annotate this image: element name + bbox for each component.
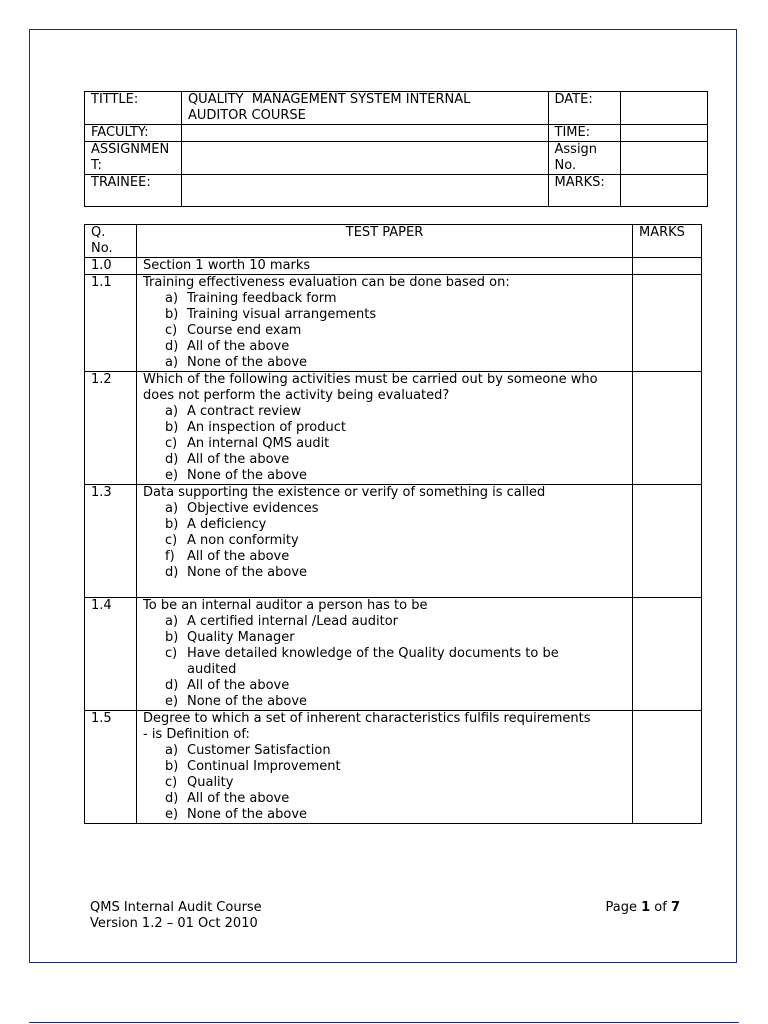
of-word: of: [654, 900, 667, 915]
question-body: [137, 598, 633, 711]
option-letter: d): [165, 452, 179, 467]
trainee-value[interactable]: [181, 175, 548, 207]
question-number: 1.5: [85, 711, 137, 824]
bottom-rule: [29, 1022, 739, 1023]
option-text: Quality: [187, 775, 234, 790]
option-letter: a): [165, 404, 179, 419]
option-list: [143, 501, 626, 581]
question-row: [85, 275, 702, 372]
option-item: [165, 468, 626, 484]
option-letter: a): [165, 355, 179, 370]
option-text: Training feedback form: [187, 291, 337, 306]
option-item: [165, 646, 626, 662]
option-letter: d): [165, 565, 179, 580]
option-letter: e): [165, 807, 179, 822]
question-marks-cell[interactable]: [633, 275, 702, 372]
assign-no-label-line-2: No.: [554, 158, 577, 173]
option-text: Course end exam: [187, 323, 302, 338]
footer-version: Version 1.2 – 01 Oct 2010: [90, 916, 258, 931]
question-number: 1.4: [85, 598, 137, 711]
title-value: [181, 92, 548, 125]
option-letter: e): [165, 694, 179, 709]
question-row: [85, 485, 702, 598]
question-marks-cell[interactable]: [633, 598, 702, 711]
question-marks-cell[interactable]: [633, 372, 702, 485]
date-value[interactable]: [621, 92, 708, 125]
question-body: [137, 711, 633, 824]
page-footer: [90, 900, 690, 932]
option-letter: b): [165, 759, 179, 774]
page-indicator: [605, 900, 680, 916]
option-letter: c): [165, 533, 178, 548]
assignment-label: [85, 142, 182, 175]
option-text: Training visual arrangements: [187, 307, 377, 322]
option-text: None of the above: [187, 694, 308, 709]
question-row: [85, 711, 702, 824]
option-item: [165, 307, 626, 323]
option-item: [165, 533, 626, 549]
title-label: TITTLE:: [85, 92, 182, 125]
header-table: [84, 91, 708, 207]
header-row-assignment: [85, 142, 708, 175]
option-text: None of the above: [187, 807, 308, 822]
qno-header-line-2: No.: [91, 241, 113, 256]
question-body: [137, 485, 633, 598]
option-item: [165, 614, 626, 630]
option-text: Objective evidences: [187, 501, 319, 516]
option-letter: b): [165, 517, 179, 532]
question-marks-cell[interactable]: [633, 711, 702, 824]
question-body: [137, 372, 633, 485]
option-letter: c): [165, 323, 178, 338]
option-text: All of the above: [187, 549, 290, 564]
option-item: [165, 404, 626, 420]
option-letter: c): [165, 436, 178, 451]
section-number: 1.0: [85, 258, 137, 275]
option-text: Customer Satisfaction: [187, 743, 331, 758]
option-text: Have detailed knowledge of the Quality documents to be: [187, 646, 559, 661]
option-item: [165, 452, 626, 468]
option-text: All of the above: [187, 791, 290, 806]
assign-no-value[interactable]: [621, 142, 708, 175]
option-letter: b): [165, 307, 179, 322]
option-item: [165, 549, 626, 565]
assignment-label-line-1: ASSIGNMEN: [91, 142, 170, 157]
option-letter: a): [165, 614, 179, 629]
option-letter: e): [165, 468, 179, 483]
option-text: Continual Improvement: [187, 759, 341, 774]
option-text: A certified internal /Lead auditor: [187, 614, 399, 629]
section-marks-cell[interactable]: [633, 258, 702, 275]
faculty-label: FACULTY:: [85, 125, 182, 142]
option-text: audited: [187, 662, 237, 677]
page-total: 7: [670, 900, 680, 915]
assign-no-label-line-1: Assign: [554, 142, 598, 157]
header-row-title: [85, 92, 708, 125]
option-letter: d): [165, 678, 179, 693]
option-item: [165, 565, 626, 581]
option-item: [165, 436, 626, 452]
question-number: 1.1: [85, 275, 137, 372]
option-list: [143, 743, 626, 823]
option-text: A non conformity: [187, 533, 299, 548]
option-text: An internal QMS audit: [187, 436, 330, 451]
question-row: [85, 598, 702, 711]
question-text: Training effectiveness evaluation can be done based on:: [143, 275, 510, 290]
option-letter: c): [165, 646, 178, 661]
option-text: Quality Manager: [187, 630, 295, 645]
date-label: DATE:: [548, 92, 621, 125]
marks-header: MARKS: [633, 225, 702, 258]
question-text-line-1: Degree to which a set of inherent characteristics fulfils requirements: [143, 711, 591, 726]
marks-label: MARKS:: [548, 175, 621, 207]
option-item: [165, 678, 626, 694]
option-item: [165, 517, 626, 533]
header-row-faculty: [85, 125, 708, 142]
option-letter: f): [165, 549, 175, 564]
test-paper-table: [84, 224, 702, 824]
question-marks-cell[interactable]: [633, 485, 702, 598]
option-text: A deficiency: [187, 517, 267, 532]
assignment-value[interactable]: [181, 142, 548, 175]
question-text: Data supporting the existence or verify of something is called: [143, 485, 546, 500]
qno-header-line-1: Q.: [91, 225, 106, 240]
option-item: [165, 791, 626, 807]
header-row-trainee: [85, 175, 708, 207]
section-title: Section 1 worth 10 marks: [137, 258, 633, 275]
option-text: An inspection of product: [187, 420, 346, 435]
page-word: Page: [605, 900, 637, 915]
question-body: [137, 275, 633, 372]
section-row: [85, 258, 702, 275]
page-number: 1: [641, 900, 651, 915]
time-label: TIME:: [548, 125, 621, 142]
trainee-label: TRAINEE:: [85, 175, 182, 207]
option-item: [165, 759, 626, 775]
time-value[interactable]: [621, 125, 708, 142]
option-item: [165, 339, 626, 355]
option-text: All of the above: [187, 339, 290, 354]
option-list: [143, 614, 626, 710]
option-item: [165, 662, 626, 678]
title-line-1: QUALITY MANAGEMENT SYSTEM INTERNAL: [187, 92, 471, 107]
question-text-line-2: - is Definition of:: [143, 727, 250, 742]
footer-course: QMS Internal Audit Course: [90, 900, 262, 915]
option-text: All of the above: [187, 678, 290, 693]
question-text: To be an internal auditor a person has to be: [143, 598, 428, 613]
option-item: [165, 355, 626, 371]
option-text: None of the above: [187, 355, 308, 370]
option-letter: d): [165, 791, 179, 806]
option-item: [165, 291, 626, 307]
faculty-value[interactable]: [181, 125, 548, 142]
assignment-label-line-2: T:: [91, 158, 102, 173]
option-letter: c): [165, 775, 178, 790]
option-item: [165, 743, 626, 759]
option-list: [143, 291, 626, 371]
option-text: All of the above: [187, 452, 290, 467]
marks-value[interactable]: [621, 175, 708, 207]
option-item: [165, 694, 626, 710]
option-item: [165, 323, 626, 339]
question-row: [85, 372, 702, 485]
option-letter: a): [165, 743, 179, 758]
option-list: [143, 404, 626, 484]
qno-header: [85, 225, 137, 258]
option-text: A contract review: [187, 404, 302, 419]
option-letter: b): [165, 420, 179, 435]
test-paper-header: TEST PAPER: [137, 225, 633, 258]
option-letter: a): [165, 501, 179, 516]
option-letter: a): [165, 291, 179, 306]
option-item: [165, 775, 626, 791]
question-number: 1.3: [85, 485, 137, 598]
option-letter: d): [165, 339, 179, 354]
question-text-line-2: does not perform the activity being evaluated?: [143, 388, 450, 403]
option-item: [165, 807, 626, 823]
option-text: None of the above: [187, 468, 308, 483]
option-text: None of the above: [187, 565, 308, 580]
title-line-2: AUDITOR COURSE: [187, 108, 306, 123]
option-item: [165, 501, 626, 517]
assign-no-label: [548, 142, 621, 175]
test-header-row: [85, 225, 702, 258]
option-item: [165, 420, 626, 436]
option-item: [165, 630, 626, 646]
question-text-line-1: Which of the following activities must be carried out by someone who: [143, 372, 598, 387]
option-letter: b): [165, 630, 179, 645]
question-number: 1.2: [85, 372, 137, 485]
